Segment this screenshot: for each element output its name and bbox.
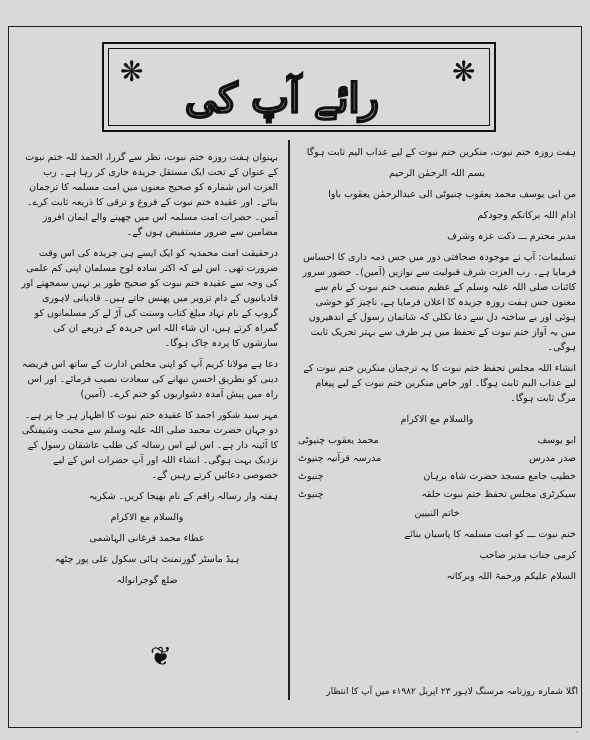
left-closing: والسلام مع الاکرام [110,512,184,523]
footer-note: اگلا شمارہ روزنامہ مرسنگ لاہور ۲۳ اپریل ۱۹۸۲ء میں آپ کا انتظار [326,687,578,697]
from-to-line: من ابی یوسف محمد یعقوب چنیوٹی الی عبدالرحمٰن یعقوب باوا [328,189,576,200]
signatory-detail: چنیوٹ [298,489,324,500]
seal-text: خاتم النبیین [414,508,460,519]
signatory-row [298,469,576,484]
signatory-detail: چنیوٹ [298,471,324,482]
letter-paragraph-2: انشاء اللہ مجلس تحفظ ختم نبوت کا یہ ترجمان منکرین ختم نبوت کے لیے عذاب الیم ثابت ہوگا۔ اور خاص منکرین ختم نبوت کے لیے پیغام مرگ ثابت ہوگا۔ [303,363,576,404]
page-title: رائے آپ کی [184,75,379,122]
bottom-floral-ornament-icon: ❦ [150,642,172,672]
signatory-row [298,433,576,448]
left-paragraph-3: دعا ہے مولانا کریم آپ کو اپنی مخلص ادارت کے ساتھ اس فریضہ دینی کو بطریق احسن نبھانے کی سعادت نصیب فرمائے۔ اور اس راہ میں پیش آمدہ دشواریوں کو ختم کرے۔ (آمین) [21,359,278,400]
signatory-name: سیکرٹری مجلس تحفظ ختم نبوت حلقہ [421,489,576,500]
greeting: ادام اللہ برکاتکم وجودکم [477,210,576,221]
final-greeting: السلام علیکم ورحمۃ اللہ وبرکاتہ [446,571,576,582]
slogan: ختم نبوت ـــ کو امت مسلمہ کا پاسبان بنائے [404,529,576,540]
page-corner-mark: · [576,728,579,737]
signatory-detail: مدرسہ قرآنیہ چنیوٹ [298,453,382,464]
salutation: مدیر محترم ـــ ذکت عزہ وشرف [447,231,576,242]
signatory-list [298,433,576,502]
to-editor: کرمی جناب مدیر صاحب [479,550,576,561]
right-column-letter [298,145,576,590]
signatory-name: ابو یوسف [537,435,576,446]
signature-title: ہیڈ ماسٹر گورنمنٹ ہائی سکول علی پور چٹھہ [54,554,240,565]
signatory-row [298,451,576,466]
left-column-letter [16,150,278,594]
left-paragraph-1: بہنوان ہفت روزہ ختم نبوت، نظر سے گزرا، الحمد للہ ختم نبوت کے عنوان کے تحت ایک مستقل جریدہ جاری کر رہا ہے۔ رب العزت اس شمارہ کو صحیح معنوں میں امت مسلمہ کا ترجمان بنائے۔ اور عقیدہ ختم نبوت کے فروغ و ترقی کا ذریعہ ثابت کرے۔ آمین۔ حضرات امت مسلمہ اس میں چھپنے والے ایمان افروز مضامین سے ضرور مستفیض ہوں گے۔ [25,152,278,238]
signature-place: ضلع گوجرانوالہ [116,575,178,586]
right-floral-ornament-icon: ❋ [452,55,476,88]
signature-name: عطاء محمد فرغانی الہاشمی [89,533,205,544]
left-paragraph-5: ہفتہ وار رسالہ راقم کے نام بھیجا کریں۔ شکریہ [88,491,278,502]
signatory-name: صدر مدرس [529,453,576,464]
letter-intro: ہفت روزہ ختم نبوت، منکرین ختم نبوت کے لیے عذاب الیم ثابت ہوگا [306,147,576,158]
left-paragraph-4: مہر سید شکور احمد کا عقیدہ ختم نبوت کا اظہار ہر جا پر ہے۔ دو جہان حضرت محمد صلی اللہ علیہ وسلم سے محبت وشیفتگی کا آئینہ دار ہے۔ اس لیے اس رسالہ کی طلب عاشقان رسول کے نزدیک بہت ہوگی۔ انشاء اللہ اور آپ حضرات اس کے لیے خصوصی دعائیں کرتے رہیں گے۔ [21,410,278,481]
signatory-row [298,487,576,502]
column-divider [288,140,290,700]
signatory-name: خطیب جامع مسجد حضرت شاہ برہان [423,471,576,482]
letter-paragraph-1: تسلیمات: آپ نے موجودہ صحافتی دور میں جس ذمہ داری کا احساس فرمایا ہے۔ رب العزت شرف قبولیت سے نوازیں (آمین)۔ حضور سرور کائنات صلی اللہ علیہ وسلم کے عظیم منصب ختم نبوت کے نام سے معنون جس ہفت روزہ جریدہ کا اعلان فرمایا ہے، ناچیز کو خوشی ہوئی اور بے ساختہ دل سے دعا نکلی کہ شاتمان رسول کے اندھیروں میں یہ آواز ختم نبوت کے تحفظ میں ہر طرف سے بہتر تحریک ثابت ہوگی۔ [302,252,576,353]
closing: والسلام مع الاکرام [400,414,474,425]
signatory-detail: محمد یعقوب چنیوٹی [298,435,379,446]
bismillah: بسم اللہ الرحمٰن الرحیم [389,168,485,179]
left-paragraph-2: درحقیقت امت محمدیہ کو ایک ایسے ہی جریدہ کی اس وقت ضرورت تھی۔ اس لیے کہ اکثر سادہ لوح مسلمان اپنی کم علمی کی وجہ سے عقیدہ ختم نبوت کو صحیح طور پر نہیں سمجھتے اور قادیانیوں کے دام تزویر میں پھنس جاتے ہیں۔ قادیانی لاہوری گروپ کے نام نہاد مبلغ کتاب وسنت کی آڑ لے کر مسلمانوں کو گمراہ کرتے ہیں، ان شاء اللہ اس جریدہ کے ذریعے ان کی سازشوں کا پردہ چاک ہوگا۔ [21,248,278,349]
left-floral-ornament-icon: ❋ [120,55,144,88]
